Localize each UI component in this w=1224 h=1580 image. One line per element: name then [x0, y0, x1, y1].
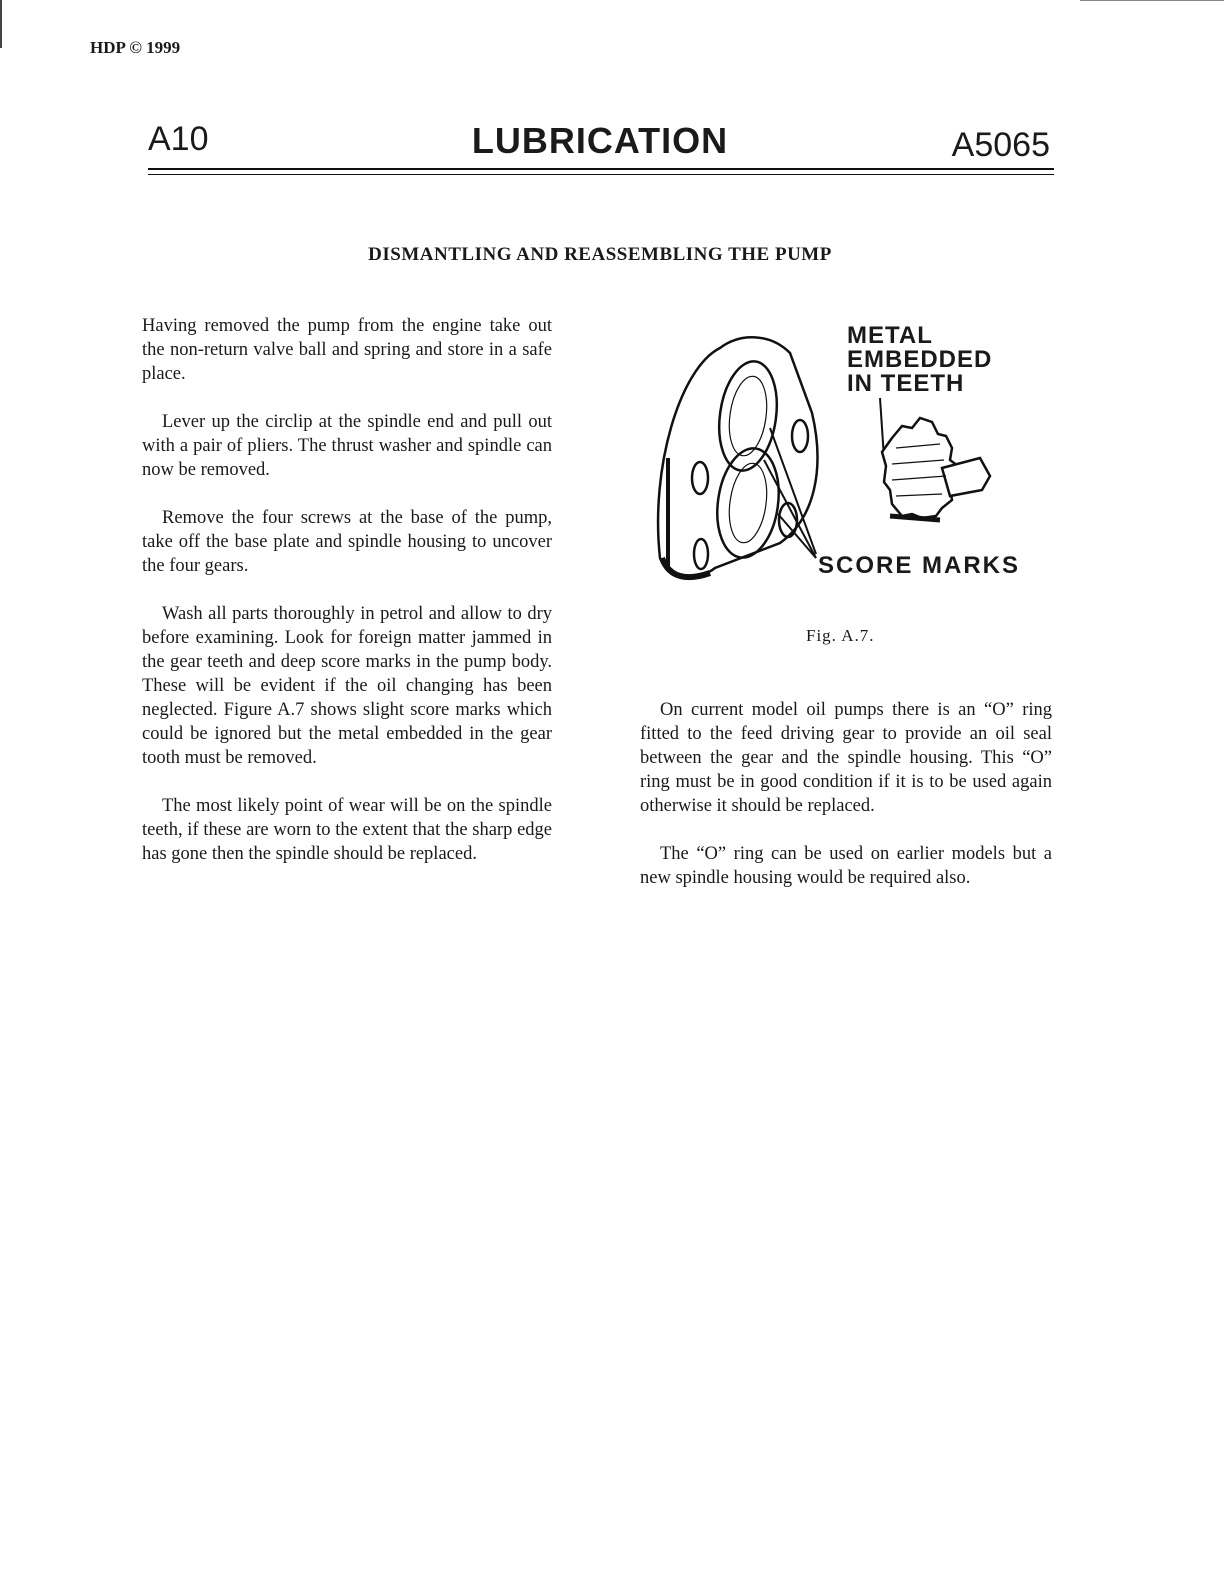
gear-icon	[882, 418, 990, 520]
figure-a7	[640, 318, 1060, 598]
paragraph: Having removed the pump from the engine take out the non-return valve ball and spring and store in a safe place.	[142, 316, 552, 384]
scan-edge-top	[1080, 0, 1224, 1]
section-title: DISMANTLING AND REASSEMBLING THE PUMP	[368, 244, 832, 265]
section-code: A10	[148, 120, 209, 158]
paragraph: Remove the four screws at the base of the pump, take off the base plate and spindle housing to uncover the four gears.	[142, 508, 552, 576]
header-rule-thin	[148, 174, 1054, 175]
scan-edge-left	[0, 0, 2, 48]
copyright-notice: HDP © 1999	[90, 38, 181, 57]
model-code: A5065	[951, 126, 1050, 164]
label-score-marks: SCORE MARKS	[818, 552, 1021, 579]
paragraph: Wash all parts thoroughly in petrol and allow to dry before examining. Look for foreign matter jammed in the gear teeth and deep score marks in the pump body. These will be evident if the oil changing has been neglected. Figure A.7 shows slight score marks which could be ignored but the metal embedded in the gear tooth must be removed.	[142, 604, 552, 768]
right-column	[640, 698, 1052, 914]
paragraph: The “O” ring can be used on earlier models but a new spindle housing would be required also.	[640, 844, 1052, 888]
paragraph: Lever up the circlip at the spindle end and pull out with a pair of pliers. The thrust washer and spindle can now be removed.	[142, 412, 552, 480]
header-rule	[148, 168, 1054, 170]
page-title: LUBRICATION	[471, 120, 729, 161]
figure-caption: Fig. A.7.	[806, 626, 875, 645]
paragraph: The most likely point of wear will be on the spindle teeth, if these are worn to the extent that the sharp edge has gone then the spindle should be replaced.	[142, 796, 552, 864]
paragraph: On current model oil pumps there is an “O” ring fitted to the feed driving gear to provide an oil seal between the gear and the spindle housing. This “O” ring must be in good condition if it is to be used again otherwise it should be replaced.	[640, 700, 1052, 816]
left-column	[142, 314, 552, 890]
label-metal-embedded: METAL EMBEDDED IN TEETH	[847, 322, 993, 397]
